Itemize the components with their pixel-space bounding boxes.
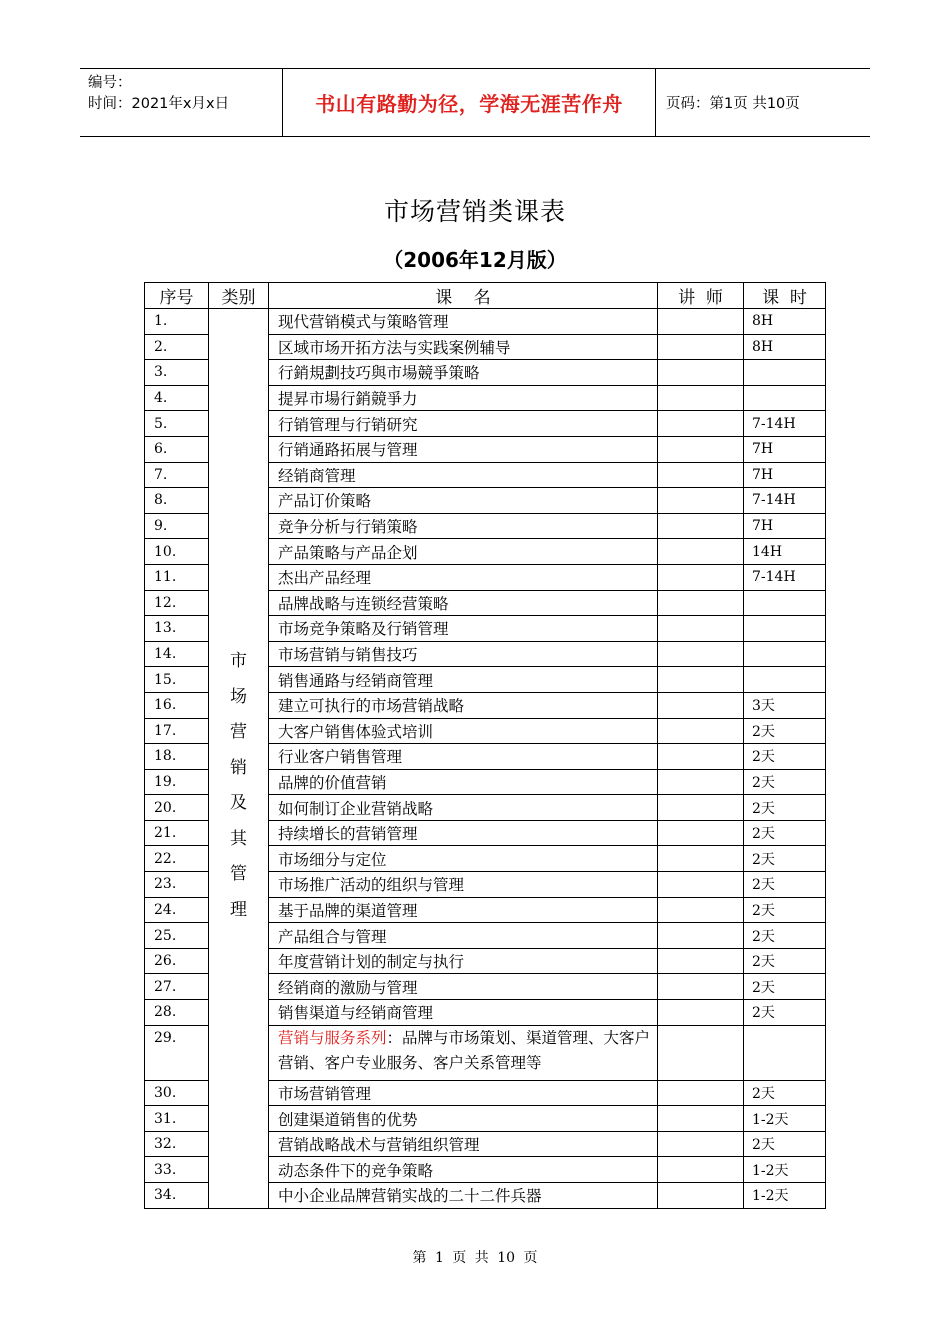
row-number: 29.: [145, 1025, 209, 1080]
course-name: 销售通路与经销商管理: [269, 667, 658, 693]
lecturer: [658, 539, 744, 565]
table-header-row: [145, 283, 826, 309]
course-name: 中小企业品牌营销实战的二十二件兵器: [269, 1183, 658, 1209]
course-hours: 7-14H: [744, 411, 826, 437]
course-name: 行销通路拓展与管理: [269, 436, 658, 462]
course-hours: 2天: [744, 1080, 826, 1106]
course-hours: 1-2天: [744, 1106, 826, 1132]
course-hours: 2天: [744, 769, 826, 795]
course-name: [269, 1025, 658, 1080]
header-category: 类别: [209, 283, 269, 309]
row-number: 28.: [145, 1000, 209, 1026]
course-name: 品牌的价值营销: [269, 769, 658, 795]
lecturer: [658, 718, 744, 744]
row-number: 11.: [145, 564, 209, 590]
course-series-label: 营销与服务系列: [278, 1028, 387, 1047]
document-title: 市场营销类课表: [383, 197, 566, 226]
lecturer: [658, 309, 744, 335]
lecturer: [658, 872, 744, 898]
course-hours: 2天: [744, 744, 826, 770]
course-hours: 2天: [744, 923, 826, 949]
row-number: 6.: [145, 436, 209, 462]
row-number: 32.: [145, 1131, 209, 1157]
course-name: 产品策略与产品企划: [269, 539, 658, 565]
lecturer: [658, 462, 744, 488]
course-name: 行业客户销售管理: [269, 744, 658, 770]
lecturer: [658, 948, 744, 974]
category-char: 销: [230, 757, 247, 778]
header-lecturer: 讲 师: [658, 283, 744, 309]
lecturer: [658, 923, 744, 949]
row-number: 21.: [145, 820, 209, 846]
course-name: 如何制订企业营销战略: [269, 795, 658, 821]
course-name: 市场营销与销售技巧: [269, 641, 658, 667]
row-number: 17.: [145, 718, 209, 744]
lecturer: [658, 744, 744, 770]
lecturer: [658, 590, 744, 616]
course-hours: 2天: [744, 897, 826, 923]
course-hours: 2天: [744, 1131, 826, 1157]
header-no: 序号: [145, 283, 209, 309]
category-char: 及: [230, 793, 247, 814]
header-meta: [80, 69, 282, 136]
lecturer: [658, 1106, 744, 1132]
lecturer: [658, 1183, 744, 1209]
course-name: 基于品牌的渠道管理: [269, 897, 658, 923]
row-number: 27.: [145, 974, 209, 1000]
course-name: 大客户销售体验式培训: [269, 718, 658, 744]
course-name: 行销管理与行销研究: [269, 411, 658, 437]
document-subtitle: （2006年12月版）: [383, 248, 567, 272]
header-hours: 课 时: [744, 283, 826, 309]
lecturer: [658, 692, 744, 718]
header-page-number: 页码：第1页 共10页: [666, 96, 800, 112]
course-name: 提昇市場行銷競爭力: [269, 385, 658, 411]
course-hours: [744, 1025, 826, 1080]
document-number-label: 编号：: [88, 75, 132, 91]
course-hours: 2天: [744, 872, 826, 898]
row-number: 20.: [145, 795, 209, 821]
row-number: 18.: [145, 744, 209, 770]
lecturer: [658, 795, 744, 821]
header-motto: 书山有路勤为径，学海无涯苦作舟: [282, 69, 656, 136]
course-hours: [744, 616, 826, 642]
course-name: 区域市场开拓方法与实践案例辅导: [269, 334, 658, 360]
course-hours: 2天: [744, 1000, 826, 1026]
course-hours: 7-14H: [744, 564, 826, 590]
lecturer: [658, 488, 744, 514]
lecturer: [658, 1157, 744, 1183]
course-name: 产品组合与管理: [269, 923, 658, 949]
course-hours: 2天: [744, 846, 826, 872]
lecturer: [658, 616, 744, 642]
table-body: [145, 309, 826, 1209]
row-number: 15.: [145, 667, 209, 693]
row-number: 19.: [145, 769, 209, 795]
course-name: 市场细分与定位: [269, 846, 658, 872]
course-name: 经销商管理: [269, 462, 658, 488]
lecturer: [658, 897, 744, 923]
course-name: 行銷規劃技巧與市場競爭策略: [269, 360, 658, 386]
row-number: 22.: [145, 846, 209, 872]
lecturer: [658, 820, 744, 846]
course-hours: 8H: [744, 309, 826, 335]
lecturer: [658, 513, 744, 539]
course-hours: 2天: [744, 974, 826, 1000]
course-hours: 1-2天: [744, 1183, 826, 1209]
category-char: 管: [230, 864, 247, 885]
lecturer: [658, 769, 744, 795]
category-char: 场: [230, 686, 247, 707]
course-hours: 2天: [744, 795, 826, 821]
header-course: 课 名: [269, 283, 658, 309]
lecturer: [658, 334, 744, 360]
course-name: 经销商的激励与管理: [269, 974, 658, 1000]
course-hours: 7-14H: [744, 488, 826, 514]
document-time-label: 时间：2021年x月x日: [88, 96, 230, 112]
row-number: 25.: [145, 923, 209, 949]
table-row: [145, 309, 826, 335]
row-number: 3.: [145, 360, 209, 386]
category-char: 理: [230, 900, 247, 921]
row-number: 5.: [145, 411, 209, 437]
lecturer: [658, 846, 744, 872]
row-number: 30.: [145, 1080, 209, 1106]
course-hours: 2天: [744, 820, 826, 846]
page-footer: 第 1 页 共 10 页: [412, 1250, 538, 1266]
course-hours: 7H: [744, 513, 826, 539]
course-name: 持续增长的营销管理: [269, 820, 658, 846]
row-number: 34.: [145, 1183, 209, 1209]
lecturer: [658, 1025, 744, 1080]
course-hours: 14H: [744, 539, 826, 565]
course-hours: [744, 590, 826, 616]
course-name: 年度营销计划的制定与执行: [269, 948, 658, 974]
course-hours: 2天: [744, 948, 826, 974]
lecturer: [658, 1131, 744, 1157]
course-name: 销售渠道与经销商管理: [269, 1000, 658, 1026]
row-number: 8.: [145, 488, 209, 514]
course-hours: 7H: [744, 436, 826, 462]
lecturer: [658, 564, 744, 590]
row-number: 9.: [145, 513, 209, 539]
row-number: 33.: [145, 1157, 209, 1183]
course-series-detail: ：品牌与市场策划、渠道管理、大客户营销、客户专业服务、客户关系管理等: [278, 1028, 651, 1073]
lecturer: [658, 385, 744, 411]
course-name: 市场竞争策略及行销管理: [269, 616, 658, 642]
course-name: 现代营销模式与策略管理: [269, 309, 658, 335]
row-number: 23.: [145, 872, 209, 898]
row-number: 7.: [145, 462, 209, 488]
course-hours: [744, 360, 826, 386]
row-number: 4.: [145, 385, 209, 411]
row-number: 14.: [145, 641, 209, 667]
row-number: 16.: [145, 692, 209, 718]
lecturer: [658, 411, 744, 437]
category-char: 市: [230, 650, 247, 671]
row-number: 2.: [145, 334, 209, 360]
category-label: [209, 588, 268, 929]
category-cell: [209, 309, 269, 1209]
page-header: [80, 68, 870, 137]
row-number: 26.: [145, 948, 209, 974]
course-name: 产品订价策略: [269, 488, 658, 514]
lecturer: [658, 1080, 744, 1106]
course-hours: [744, 385, 826, 411]
row-number: 31.: [145, 1106, 209, 1132]
lecturer: [658, 360, 744, 386]
lecturer: [658, 641, 744, 667]
course-name: 市场推广活动的组织与管理: [269, 872, 658, 898]
course-name: 建立可执行的市场营销战略: [269, 692, 658, 718]
category-char: 其: [230, 828, 247, 849]
course-name: 竞争分析与行销策略: [269, 513, 658, 539]
course-hours: 2天: [744, 718, 826, 744]
lecturer: [658, 667, 744, 693]
row-number: 12.: [145, 590, 209, 616]
course-name: 杰出产品经理: [269, 564, 658, 590]
course-name: 市场营销管理: [269, 1080, 658, 1106]
course-hours: [744, 641, 826, 667]
row-number: 24.: [145, 897, 209, 923]
row-number: 13.: [145, 616, 209, 642]
lecturer: [658, 1000, 744, 1026]
course-hours: 1-2天: [744, 1157, 826, 1183]
row-number: 1.: [145, 309, 209, 335]
course-name: 品牌战略与连锁经营策略: [269, 590, 658, 616]
course-name: 创建渠道销售的优势: [269, 1106, 658, 1132]
category-char: 营: [230, 722, 247, 743]
course-hours: 3天: [744, 692, 826, 718]
course-hours: 7H: [744, 462, 826, 488]
course-name: 营销战略战术与营销组织管理: [269, 1131, 658, 1157]
row-number: 10.: [145, 539, 209, 565]
course-table: [144, 282, 826, 1209]
lecturer: [658, 974, 744, 1000]
course-hours: 8H: [744, 334, 826, 360]
lecturer: [658, 436, 744, 462]
course-hours: [744, 667, 826, 693]
course-name: 动态条件下的竞争策略: [269, 1157, 658, 1183]
